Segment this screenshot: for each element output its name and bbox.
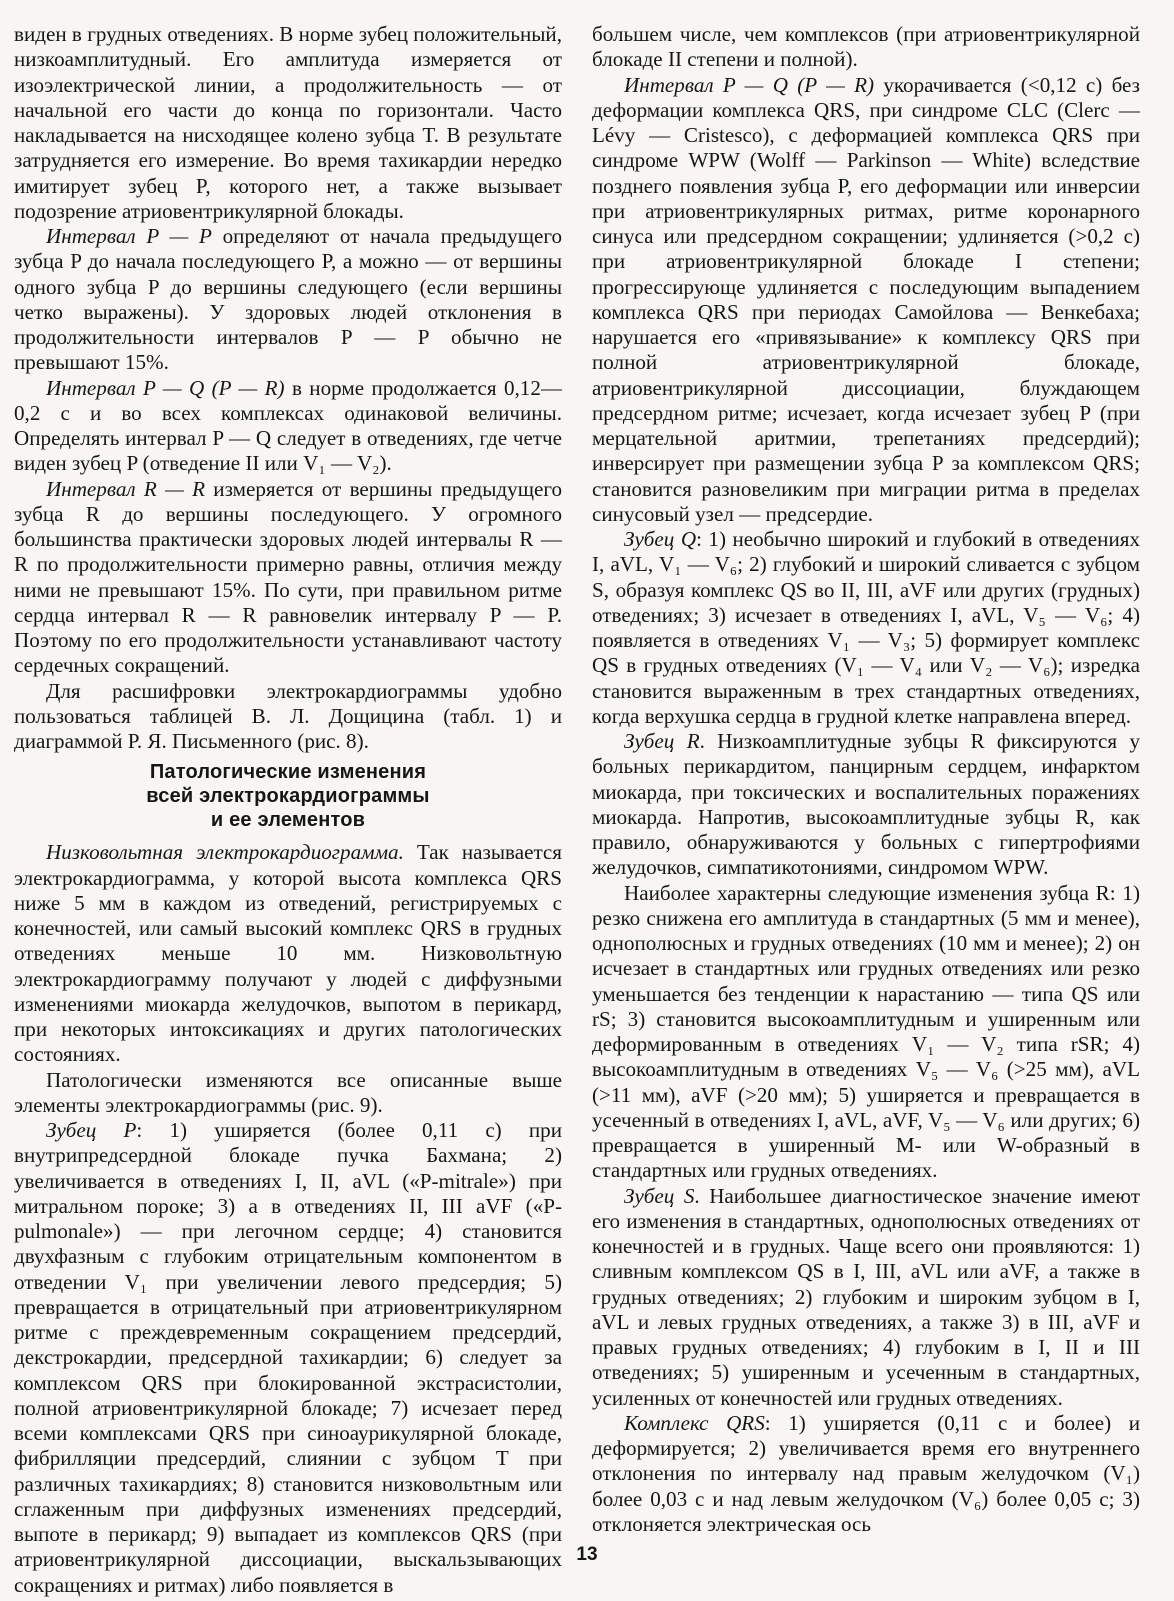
- paragraph: Низковольтная электрокардиограмма. Так называется электрокардиограмма, у которой высота комплекса QRS ниже 5 мм в каждом из отведений, регистрируемых с конечностей, или самый высокий комплекс QRS в грудных отведениях меньше 10 мм. Низковольтную электрокардиограмму получают у людей с диффузными изменениями миокарда желудочков, выпотом в перикард, при некоторых интоксикациях и других патологических состояниях.: [14, 840, 562, 1067]
- paragraph: Интервал P — P определяют от начала предыдущего зубца P до начала последующего P, а можно — от вершины одного зубца P до вершины следующего (если вершины четко выражены). У здоровых людей отклонения в продолжительности интервалов P — P обычно не превышают 15%.: [14, 224, 562, 375]
- paragraph: Зубец R. Низкоамплитудные зубцы R фиксируются у больных перикардитом, панцирным сердцем, инфарктом миокарда, при токсических и воспалительных поражениях миокарда. Напротив, высокоамплитудные зубцы R, как правило, обнаруживаются у больных с гипертрофиями желудочков, симпатикотониями, синдромом WPW.: [592, 729, 1140, 880]
- paragraph: Зубец S. Наибольшее диагностическое значение имеют его изменения в стандартных, однополюсных отведениях от конечностей и в грудных. Чаще всего они проявляются: 1) сливным комплексом QS в I, III, aVL или aVF, а также в грудных отведениях; 2) глубоким и широким зубцом в I, aVL и левых грудных отведениях, а также 3) в III, aVF и правых грудных отведениях; 4) глубоким в I, II и III отведениях; 5) уширенным и усеченным в стандартных, усиленных от конечностей или грудных отведениях.: [592, 1183, 1140, 1410]
- term: Зубец Q: [624, 527, 697, 551]
- paragraph: Наиболее характерны следующие изменения зубца R: 1) резко снижена его амплитуда в стандартных (5 мм и менее), однополюсных и грудных отведениях (10 мм и менее); 2) он исчезает в стандартных или грудных отведениях или резко уменьшается без тенденции к нарастанию — типа QS или rS; 3) становится высокоамплитудным и уширенным или деформированным в отведениях V₁ — V₂ типа rSR; 4) высокоамплитудным в отведениях V₅ — V₆ (>25 мм), aVL (>11 мм), aVF (>20 мм); 5) уширяется и превращается в усеченный в отведениях I, aVL, aVF, V₅ — V₆ или других; 6) превращается в уширенный M- или W-образный в стандартных или грудных отведениях.: [592, 880, 1140, 1183]
- term: Интервал P — Q (P — R): [624, 72, 875, 97]
- paragraph: виден в грудных отведениях. В норме зубец положительный, низкоамплитудный. Его амплитуда измеряется от изоэлектрической линии, а продолжительность — от начальной его части до конца по горизонтали. Часто накладывается на нисходящее колено зубца T. В результате затрудняется его измерение. Во время тахикардии нередко имитирует зубец P, которого нет, а также вызывает подозрение атриовентрикулярной блокады.: [14, 22, 562, 223]
- term: Интервал R — R: [46, 476, 206, 501]
- term: Интервал P — P: [46, 224, 212, 248]
- section-heading: Патологические изменения всей электрокардиограммы и ее элементов: [146, 761, 430, 832]
- paragraph: Интервал P — Q (P — R) в норме продолжается 0,12—0,2 с и во всех комплексах одинаковой величины. Определять интервал P — Q следует в отведениях, где четче виден зубец P (отведение II или V₁ — V₂).: [14, 375, 562, 476]
- right-column: [592, 22, 1140, 1537]
- paragraph: Комплекс QRS: 1) уширяется (0,11 с и более) и деформируется; 2) увеличивается время его внутреннего отклонения по интервалу над правым желудочком (V₁) более 0,03 с и над левым желудочком (V₆) более 0,05 с; 3) отклоняется электрическая ось: [592, 1410, 1141, 1536]
- paragraph: Зубец Q: 1) необычно широкий и глубокий в отведениях I, aVL, V₁ — V₆; 2) глубокий и широкий сливается с зубцом S, образуя комплекс QS во II, III, aVF или других (грудных) отведениях; 3) исчезает в отведениях I, aVL, V₅ — V₆; 4) появляется в отведениях V₁ — V₃; 5) формирует комплекс QS в грудных отведениях (V₁ — V₄ или V₂ — V₆); изредка становится выраженным в трех стандартных отведениях, когда верхушка сердца в грудной клетке направлена вперед.: [592, 527, 1140, 728]
- paragraph: Для расшифровки электрокардиограммы удобно пользоваться таблицей В. Л. Дощицина (табл. 1) и диаграммой Р. Я. Письменного (рис. 8).: [14, 678, 562, 753]
- left-column: [14, 22, 562, 1598]
- paragraph: большем числе, чем комплексов (при атриовентрикулярной блокаде II степени и полной).: [592, 22, 1140, 72]
- paragraph: Патологически изменяются все описанные выше элементы электрокардиограммы (рис. 9).: [14, 1067, 562, 1117]
- paragraph: Интервал R — R измеряется от вершины предыдущего зубца R до вершины последующего. У огромного большинства практически здоровых людей интервалы R — R по продолжительности примерно равны, отличия между ними не превышают 15%. По сути, при правильном ритме сердца интервал R — R равновелик интервалу P — P. Поэтому по его продолжительности устанавливают частоту сердечных сокращений.: [14, 476, 562, 678]
- term: Комплекс QRS: [624, 1410, 765, 1435]
- term: Зубец R: [624, 729, 700, 753]
- term: Низковольтная электрокардиограмма.: [46, 840, 404, 865]
- paragraph: Зубец P: 1) уширяется (более 0,11 с) при внутрипредсердной блокаде пучка Бахмана; 2) увеличивается в отведениях I, II, aVL («P-mitrale») при митральном пороке; 3) а в отведениях II, III aVF («P-pulmonale») — при легочном сердце; 4) становится двухфазным с глубоким отрицательным компонентом в отведении V₁ при увеличении левого предсердия; 5) превращается в отрицательный при атриовентрикулярном ритме с преждевременным сокращением предсердий, декстрокардии, предсердной тахикардии; 6) следует за комплексом QRS при блокированной экстрасистолии, полной атриовентрикулярной блокаде; 7) исчезает перед всеми комплексами QRS при синоаурикулярной блокаде, фибрилляции предсердий, слиянии с зубцом T при различных тахикардиях; 8) становится низковольтным или сглаженным при диффузных изменениях предсердий, выпоте в перикард; 9) выпадает из комплексов QRS (при атриовентрикулярной диссоциации, выскальзывающих сокращениях и ритмах) либо появляется в: [14, 1118, 562, 1597]
- page-number: 13: [576, 1544, 598, 1565]
- paragraph: Интервал P — Q (P — R) укорачивается (<0,12 с) без деформации комплекса QRS, при синдроме CLC (Clerc — Lévy — Cristesco), с деформацией комплекса QRS при синдроме WPW (Wolff — Parkinson — White) вследствие позднего появления зубца P, его деформации или инверсии при атриовентрикулярных ритмах, ритме коронарного синуса или предсердном сокращении; удлиняется (>0,2 с) при атриовентрикулярной блокаде I степени; прогрессирующе удлиняется с последующим выпадением комплекса QRS при периодах Самойлова — Венкебаха; нарушается его «привязывание» к комплексу QRS при полной атриовентрикулярной блокаде, атриовентрикулярной диссоциации, блуждающем предсердном ритме; исчезает, когда исчезает зубец P (при мерцательной аритмии, трепетаниях предсердий); инверсирует при размещении зубца P за комплексом QRS; становится разновеликим при миграции ритма в пределах синусовый узел — предсердие.: [592, 72, 1140, 526]
- term: Интервал P — Q (P — R): [46, 375, 285, 400]
- term: Зубец S: [624, 1183, 695, 1208]
- term: Зубец P: [46, 1118, 137, 1142]
